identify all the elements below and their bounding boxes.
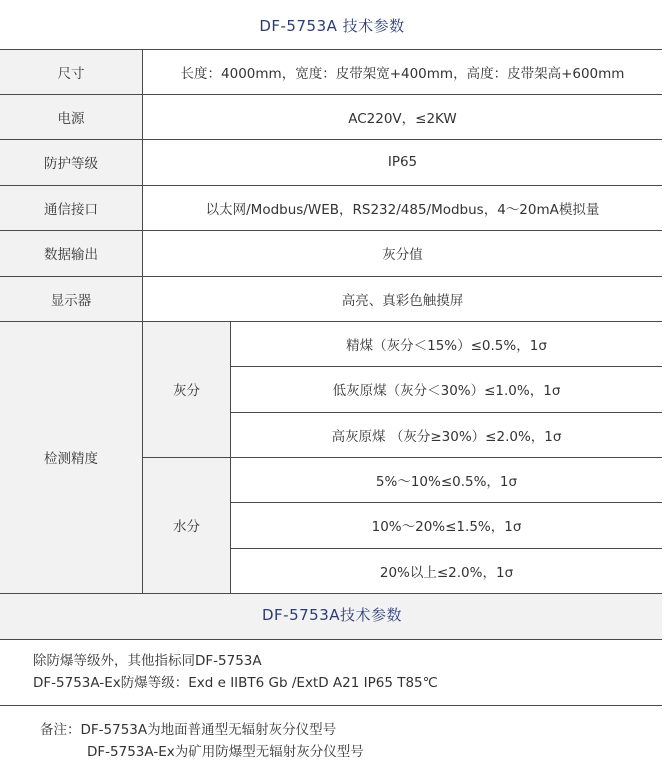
ex-line: DF-5753A-Ex防爆等级：Exd e IIBT6 Gb /ExtD A21 IP65 T85℃ <box>33 675 438 691</box>
row-value: 以太网/Modbus/WEB，RS232/485/Modbus，4～20mA模拟量 <box>205 201 600 218</box>
remark-line: DF-5753A-Ex为矿用防爆型无辐射灰分仪型号 <box>87 744 364 760</box>
row-divider <box>0 593 662 594</box>
section2-title: DF-5753A技术参数 <box>261 606 403 624</box>
row-label: 数据输出 <box>44 247 98 263</box>
moisture-item: 20%以上≤2.0%，1σ <box>379 564 514 581</box>
row-divider <box>0 705 662 706</box>
row-value: IP65 <box>387 154 418 170</box>
row-label: 防护等级 <box>44 156 98 172</box>
moisture-item: 10%～20%≤1.5%，1σ <box>371 519 522 535</box>
table-title: DF-5753A 技术参数 <box>259 17 405 35</box>
remark-line: 备注：DF-5753A为地面普通型无辐射灰分仪型号 <box>40 722 337 738</box>
ash-label: 灰分 <box>173 383 200 399</box>
row-value: AC220V，≤2KW <box>348 110 457 127</box>
row-value: 高亮、真彩色触摸屏 <box>341 292 464 309</box>
row-value: 长度：4000mm，宽度：皮带架宽+400mm，高度：皮带架高+600mm <box>180 65 625 82</box>
accuracy-label: 检测精度 <box>44 451 98 467</box>
moisture-label: 水分 <box>173 519 200 535</box>
row-label: 尺寸 <box>57 65 85 82</box>
row-label: 通信接口 <box>44 201 98 218</box>
ash-item: 精煤（灰分＜15%）≤0.5%，1σ <box>346 337 547 354</box>
moisture-item: 5%～10%≤0.5%，1σ <box>375 473 518 490</box>
row-label: 显示器 <box>50 292 92 309</box>
row-divider <box>0 639 662 640</box>
row-value: 灰分值 <box>382 247 423 263</box>
ex-line: 除防爆等级外，其他指标同DF-5753A <box>33 653 262 669</box>
row-label: 电源 <box>57 110 85 127</box>
ash-item: 低灰原煤（灰分＜30%）≤1.0%，1σ <box>332 383 561 399</box>
ash-item: 高灰原煤 （灰分≥30%）≤2.0%，1σ <box>331 428 562 445</box>
